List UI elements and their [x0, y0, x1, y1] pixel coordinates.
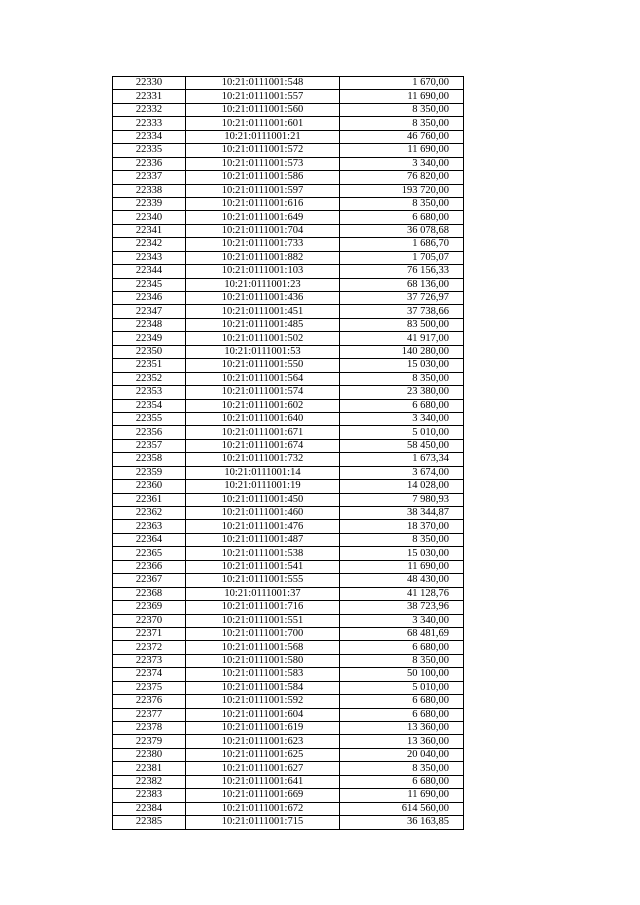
cadastral-number-cell: 10:21:0111001:53 — [186, 345, 340, 358]
value-cell: 68 136,00 — [340, 278, 464, 291]
table-row — [113, 103, 464, 116]
table-row — [113, 412, 464, 425]
cadastral-number-cell: 10:21:0111001:502 — [186, 332, 340, 345]
value-cell: 6 680,00 — [340, 211, 464, 224]
value-cell: 140 280,00 — [340, 345, 464, 358]
cadastral-number-cell: 10:21:0111001:573 — [186, 157, 340, 170]
value-cell: 6 680,00 — [340, 641, 464, 654]
cadastral-number-cell: 10:21:0111001:649 — [186, 211, 340, 224]
cadastral-number-cell: 10:21:0111001:485 — [186, 318, 340, 331]
cadastral-number-cell: 10:21:0111001:548 — [186, 77, 340, 90]
row-number-cell: 22357 — [113, 439, 186, 452]
table-row — [113, 399, 464, 412]
row-number-cell: 22335 — [113, 144, 186, 157]
cadastral-number-cell: 10:21:0111001:450 — [186, 493, 340, 506]
value-cell: 6 680,00 — [340, 708, 464, 721]
cadastral-number-cell: 10:21:0111001:616 — [186, 197, 340, 210]
cadastral-number-cell: 10:21:0111001:601 — [186, 117, 340, 130]
row-number-cell: 22360 — [113, 480, 186, 493]
row-number-cell: 22376 — [113, 695, 186, 708]
value-cell: 1 686,70 — [340, 238, 464, 251]
value-cell: 13 360,00 — [340, 735, 464, 748]
row-number-cell: 22371 — [113, 627, 186, 640]
cadastral-number-cell: 10:21:0111001:584 — [186, 681, 340, 694]
value-cell: 37 726,97 — [340, 292, 464, 305]
table-row — [113, 184, 464, 197]
table-row — [113, 453, 464, 466]
cadastral-number-cell: 10:21:0111001:732 — [186, 453, 340, 466]
value-cell: 15 030,00 — [340, 359, 464, 372]
cadastral-number-cell: 10:21:0111001:550 — [186, 359, 340, 372]
cadastral-number-cell: 10:21:0111001:487 — [186, 533, 340, 546]
table-row — [113, 681, 464, 694]
row-number-cell: 22379 — [113, 735, 186, 748]
cadastral-number-cell: 10:21:0111001:572 — [186, 144, 340, 157]
table-row — [113, 426, 464, 439]
row-number-cell: 22385 — [113, 816, 186, 829]
row-number-cell: 22375 — [113, 681, 186, 694]
table-row — [113, 265, 464, 278]
table-row — [113, 775, 464, 788]
row-number-cell: 22349 — [113, 332, 186, 345]
row-number-cell: 22366 — [113, 560, 186, 573]
row-number-cell: 22359 — [113, 466, 186, 479]
table-row — [113, 224, 464, 237]
cadastral-number-cell: 10:21:0111001:14 — [186, 466, 340, 479]
value-cell: 5 010,00 — [340, 681, 464, 694]
value-cell: 8 350,00 — [340, 117, 464, 130]
cadastral-number-cell: 10:21:0111001:555 — [186, 574, 340, 587]
table-row — [113, 386, 464, 399]
cadastral-number-cell: 10:21:0111001:460 — [186, 507, 340, 520]
cadastral-number-cell: 10:21:0111001:551 — [186, 614, 340, 627]
table-row — [113, 601, 464, 614]
cadastral-number-cell: 10:21:0111001:541 — [186, 560, 340, 573]
table-row — [113, 77, 464, 90]
table-row — [113, 574, 464, 587]
row-number-cell: 22348 — [113, 318, 186, 331]
cadastral-number-cell: 10:21:0111001:583 — [186, 668, 340, 681]
table-row — [113, 117, 464, 130]
value-cell: 193 720,00 — [340, 184, 464, 197]
value-cell: 48 430,00 — [340, 574, 464, 587]
value-cell: 6 680,00 — [340, 775, 464, 788]
cadastral-number-cell: 10:21:0111001:674 — [186, 439, 340, 452]
value-cell: 8 350,00 — [340, 372, 464, 385]
row-number-cell: 22362 — [113, 507, 186, 520]
cadastral-number-cell: 10:21:0111001:557 — [186, 90, 340, 103]
row-number-cell: 22367 — [113, 574, 186, 587]
row-number-cell: 22337 — [113, 171, 186, 184]
value-cell: 8 350,00 — [340, 197, 464, 210]
cadastral-number-cell: 10:21:0111001:451 — [186, 305, 340, 318]
value-cell: 8 350,00 — [340, 654, 464, 667]
value-cell: 76 156,33 — [340, 265, 464, 278]
row-number-cell: 22343 — [113, 251, 186, 264]
value-cell: 46 760,00 — [340, 130, 464, 143]
row-number-cell: 22338 — [113, 184, 186, 197]
table-row — [113, 480, 464, 493]
row-number-cell: 22363 — [113, 520, 186, 533]
row-number-cell: 22333 — [113, 117, 186, 130]
cadastral-number-cell: 10:21:0111001:568 — [186, 641, 340, 654]
value-cell: 1 670,00 — [340, 77, 464, 90]
value-cell: 3 340,00 — [340, 157, 464, 170]
table-row — [113, 466, 464, 479]
cadastral-number-cell: 10:21:0111001:21 — [186, 130, 340, 143]
cadastral-number-cell: 10:21:0111001:733 — [186, 238, 340, 251]
table-row — [113, 292, 464, 305]
table-row — [113, 816, 464, 829]
cadastral-number-cell: 10:21:0111001:627 — [186, 762, 340, 775]
row-number-cell: 22336 — [113, 157, 186, 170]
table-row — [113, 520, 464, 533]
row-number-cell: 22353 — [113, 386, 186, 399]
row-number-cell: 22364 — [113, 533, 186, 546]
row-number-cell: 22345 — [113, 278, 186, 291]
cadastral-number-cell: 10:21:0111001:672 — [186, 802, 340, 815]
table-row — [113, 722, 464, 735]
value-cell: 6 680,00 — [340, 399, 464, 412]
table-row — [113, 614, 464, 627]
table-row — [113, 238, 464, 251]
table-row — [113, 372, 464, 385]
row-number-cell: 22382 — [113, 775, 186, 788]
cadastral-number-cell: 10:21:0111001:641 — [186, 775, 340, 788]
value-cell: 58 450,00 — [340, 439, 464, 452]
row-number-cell: 22384 — [113, 802, 186, 815]
row-number-cell: 22342 — [113, 238, 186, 251]
value-cell: 76 820,00 — [340, 171, 464, 184]
value-cell: 14 028,00 — [340, 480, 464, 493]
cadastral-number-cell: 10:21:0111001:716 — [186, 601, 340, 614]
cadastral-number-cell: 10:21:0111001:640 — [186, 412, 340, 425]
value-cell: 11 690,00 — [340, 144, 464, 157]
row-number-cell: 22330 — [113, 77, 186, 90]
table-row — [113, 668, 464, 681]
row-number-cell: 22381 — [113, 762, 186, 775]
table-row — [113, 144, 464, 157]
value-cell: 7 980,93 — [340, 493, 464, 506]
row-number-cell: 22334 — [113, 130, 186, 143]
table-row — [113, 359, 464, 372]
value-cell: 5 010,00 — [340, 426, 464, 439]
table-row — [113, 802, 464, 815]
cadastral-number-cell: 10:21:0111001:37 — [186, 587, 340, 600]
row-number-cell: 22370 — [113, 614, 186, 627]
cadastral-number-cell: 10:21:0111001:704 — [186, 224, 340, 237]
value-cell: 8 350,00 — [340, 103, 464, 116]
value-cell: 37 738,66 — [340, 305, 464, 318]
row-number-cell: 22344 — [113, 265, 186, 278]
value-cell: 11 690,00 — [340, 789, 464, 802]
row-number-cell: 22383 — [113, 789, 186, 802]
value-cell: 3 340,00 — [340, 614, 464, 627]
table-row — [113, 493, 464, 506]
row-number-cell: 22374 — [113, 668, 186, 681]
cadastral-number-cell: 10:21:0111001:560 — [186, 103, 340, 116]
row-number-cell: 22380 — [113, 748, 186, 761]
table-row — [113, 695, 464, 708]
row-number-cell: 22368 — [113, 587, 186, 600]
table-row — [113, 305, 464, 318]
value-cell: 41 917,00 — [340, 332, 464, 345]
cadastral-number-cell: 10:21:0111001:604 — [186, 708, 340, 721]
row-number-cell: 22373 — [113, 654, 186, 667]
row-number-cell: 22351 — [113, 359, 186, 372]
row-number-cell: 22341 — [113, 224, 186, 237]
row-number-cell: 22365 — [113, 547, 186, 560]
table-row — [113, 90, 464, 103]
table-row — [113, 762, 464, 775]
value-cell: 38 344,87 — [340, 507, 464, 520]
table-row — [113, 130, 464, 143]
cadastral-number-cell: 10:21:0111001:715 — [186, 816, 340, 829]
row-number-cell: 22346 — [113, 292, 186, 305]
cadastral-value-table — [112, 76, 464, 830]
cadastral-number-cell: 10:21:0111001:602 — [186, 399, 340, 412]
table-row — [113, 507, 464, 520]
row-number-cell: 22339 — [113, 197, 186, 210]
cadastral-number-cell: 10:21:0111001:574 — [186, 386, 340, 399]
value-cell: 68 481,69 — [340, 627, 464, 640]
table-row — [113, 735, 464, 748]
table-row — [113, 211, 464, 224]
row-number-cell: 22356 — [113, 426, 186, 439]
value-cell: 50 100,00 — [340, 668, 464, 681]
table-row — [113, 278, 464, 291]
value-cell: 15 030,00 — [340, 547, 464, 560]
row-number-cell: 22331 — [113, 90, 186, 103]
table-row — [113, 533, 464, 546]
cadastral-number-cell: 10:21:0111001:882 — [186, 251, 340, 264]
cadastral-number-cell: 10:21:0111001:103 — [186, 265, 340, 278]
value-cell: 614 560,00 — [340, 802, 464, 815]
cadastral-number-cell: 10:21:0111001:619 — [186, 722, 340, 735]
value-cell: 3 340,00 — [340, 412, 464, 425]
cadastral-number-cell: 10:21:0111001:592 — [186, 695, 340, 708]
value-cell: 13 360,00 — [340, 722, 464, 735]
cadastral-number-cell: 10:21:0111001:564 — [186, 372, 340, 385]
table-body — [113, 77, 464, 830]
table-row — [113, 789, 464, 802]
row-number-cell: 22378 — [113, 722, 186, 735]
value-cell: 1 673,34 — [340, 453, 464, 466]
table-row — [113, 251, 464, 264]
value-cell: 11 690,00 — [340, 90, 464, 103]
value-cell: 83 500,00 — [340, 318, 464, 331]
row-number-cell: 22377 — [113, 708, 186, 721]
row-number-cell: 22369 — [113, 601, 186, 614]
value-cell: 8 350,00 — [340, 762, 464, 775]
value-cell: 36 078,68 — [340, 224, 464, 237]
row-number-cell: 22332 — [113, 103, 186, 116]
table-row — [113, 171, 464, 184]
value-cell: 18 370,00 — [340, 520, 464, 533]
cadastral-number-cell: 10:21:0111001:436 — [186, 292, 340, 305]
table-row — [113, 587, 464, 600]
row-number-cell: 22352 — [113, 372, 186, 385]
cadastral-number-cell: 10:21:0111001:671 — [186, 426, 340, 439]
cadastral-number-cell: 10:21:0111001:538 — [186, 547, 340, 560]
cadastral-number-cell: 10:21:0111001:19 — [186, 480, 340, 493]
row-number-cell: 22372 — [113, 641, 186, 654]
table-row — [113, 157, 464, 170]
cadastral-number-cell: 10:21:0111001:669 — [186, 789, 340, 802]
cadastral-number-cell: 10:21:0111001:580 — [186, 654, 340, 667]
row-number-cell: 22355 — [113, 412, 186, 425]
value-cell: 20 040,00 — [340, 748, 464, 761]
table-row — [113, 654, 464, 667]
table-row — [113, 708, 464, 721]
value-cell: 6 680,00 — [340, 695, 464, 708]
cadastral-number-cell: 10:21:0111001:700 — [186, 627, 340, 640]
value-cell: 11 690,00 — [340, 560, 464, 573]
table-row — [113, 641, 464, 654]
row-number-cell: 22354 — [113, 399, 186, 412]
cadastral-number-cell: 10:21:0111001:586 — [186, 171, 340, 184]
value-cell: 38 723,96 — [340, 601, 464, 614]
table-row — [113, 560, 464, 573]
table-row — [113, 547, 464, 560]
value-cell: 8 350,00 — [340, 533, 464, 546]
table-row — [113, 439, 464, 452]
table-row — [113, 627, 464, 640]
value-cell: 36 163,85 — [340, 816, 464, 829]
cadastral-number-cell: 10:21:0111001:625 — [186, 748, 340, 761]
row-number-cell: 22361 — [113, 493, 186, 506]
row-number-cell: 22347 — [113, 305, 186, 318]
value-cell: 41 128,76 — [340, 587, 464, 600]
cadastral-number-cell: 10:21:0111001:623 — [186, 735, 340, 748]
cadastral-number-cell: 10:21:0111001:597 — [186, 184, 340, 197]
cadastral-number-cell: 10:21:0111001:23 — [186, 278, 340, 291]
value-cell: 1 705,07 — [340, 251, 464, 264]
cadastral-number-cell: 10:21:0111001:476 — [186, 520, 340, 533]
table-row — [113, 197, 464, 210]
table-row — [113, 318, 464, 331]
row-number-cell: 22340 — [113, 211, 186, 224]
row-number-cell: 22358 — [113, 453, 186, 466]
table-row — [113, 748, 464, 761]
table-row — [113, 345, 464, 358]
value-cell: 23 380,00 — [340, 386, 464, 399]
row-number-cell: 22350 — [113, 345, 186, 358]
value-cell: 3 674,00 — [340, 466, 464, 479]
table-row — [113, 332, 464, 345]
